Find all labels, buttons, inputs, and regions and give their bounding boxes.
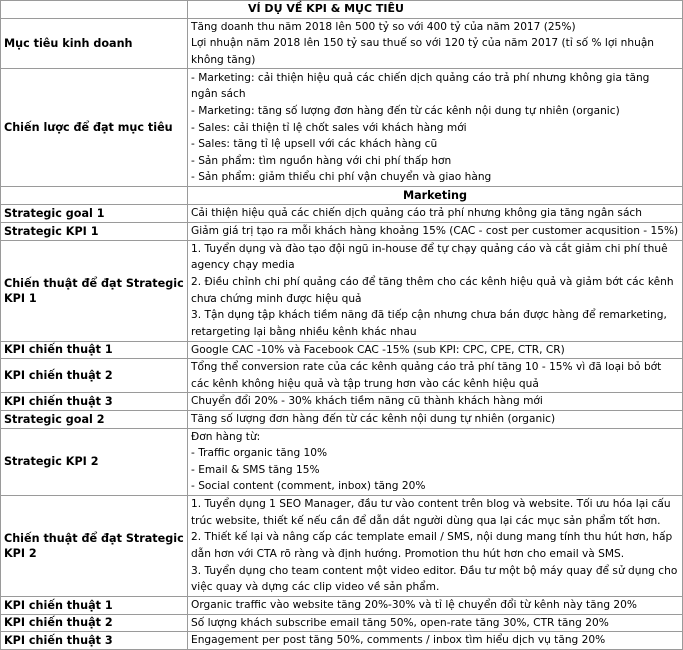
strategy-row bbox=[1, 69, 683, 187]
g2-tactic-kpi1-text: Organic traffic vào website tăng 20%-30% và tỉ lệ chuyển đổi từ kênh này tăng 20% bbox=[188, 596, 683, 614]
business-goal-content bbox=[188, 18, 683, 69]
tactic1-content bbox=[188, 240, 683, 341]
goal1-text: Cải thiện hiệu quả các chiến dịch quảng cáo trả phí nhưng không gia tăng ngân sách bbox=[188, 205, 683, 223]
tactic1-row bbox=[1, 240, 683, 341]
g2-tactic-kpi1-row bbox=[1, 596, 683, 614]
g1-tactic-kpi3-text: Chuyển đổi 20% - 30% khách tiềm năng cũ thành khách hàng mới bbox=[188, 393, 683, 411]
kpi2-line: - Email & SMS tăng 15% bbox=[191, 463, 320, 476]
tactic2-line: 3. Tuyển dụng cho team content một video editor. Đầu tư một bộ máy quay để sử dụng cho việc quay và dựng các clip video về sản phẩm. bbox=[191, 564, 678, 594]
title-row bbox=[1, 1, 683, 19]
g2-tactic-kpi3-text: Engagement per post tăng 50%, comments / inbox tìm hiểu dịch vụ tăng 20% bbox=[188, 632, 683, 650]
table-title: VÍ DỤ VỀ KPI & MỤC TIÊU bbox=[188, 1, 683, 19]
strategy-line: - Marketing: tăng số lượng đơn hàng đến từ các kênh nội dung tự nhiên (organic) bbox=[191, 104, 620, 117]
kpi2-line: - Traffic organic tăng 10% bbox=[191, 447, 328, 460]
tactic2-label: Chiến thuật để đạt Strategic KPI 2 bbox=[1, 495, 188, 596]
strategy-line: - Sales: cải thiện tỉ lệ chốt sales với khách hàng mới bbox=[191, 121, 467, 134]
tactic2-line: 2. Thiết kế lại và nâng cấp các template email / SMS, nội dung mang tính thu hút hơn, hấp dẫn hơn với CTA rõ ràng và định hướng. Promotion thu hút hơn cho email và SMS. bbox=[191, 531, 673, 560]
title-blank-cell bbox=[1, 1, 188, 19]
kpi2-label: Strategic KPI 2 bbox=[1, 428, 188, 495]
g2-tactic-kpi3-label: KPI chiến thuật 3 bbox=[1, 632, 188, 650]
goal2-label: Strategic goal 2 bbox=[1, 410, 188, 428]
kpi1-text: Giảm giá trị tạo ra mỗi khách hàng khoảng 15% (CAC - cost per customer acqusition - 15%) bbox=[188, 222, 683, 240]
tactic2-content bbox=[188, 495, 683, 596]
strategy-content bbox=[188, 69, 683, 187]
section-row bbox=[1, 187, 683, 205]
kpi1-row bbox=[1, 222, 683, 240]
business-goal-label: Mục tiêu kinh doanh bbox=[1, 18, 188, 69]
tactic1-line: 2. Điều chỉnh chi phí quảng cáo để tăng thêm cho các kênh hiệu quả và giảm bớt các kênh chưa chứng minh được hiệu quả bbox=[191, 275, 674, 305]
g1-tactic-kpi1-text: Google CAC -10% và Facebook CAC -15% (sub KPI: CPC, CPE, CTR, CR) bbox=[188, 341, 683, 359]
g2-tactic-kpi2-row bbox=[1, 614, 683, 632]
kpi2-row bbox=[1, 428, 683, 495]
g2-tactic-kpi2-label: KPI chiến thuật 2 bbox=[1, 614, 188, 632]
g1-tactic-kpi3-label: KPI chiến thuật 3 bbox=[1, 393, 188, 411]
g1-tactic-kpi1-row bbox=[1, 341, 683, 359]
strategy-line: - Sản phẩm: tìm nguồn hàng với chi phí thấp hơn bbox=[191, 154, 452, 167]
strategy-line: - Marketing: cải thiện hiệu quả các chiến dịch quảng cáo trả phí nhưng không gia tăng ngân sách bbox=[191, 71, 650, 101]
g1-tactic-kpi2-text: Tổng thể conversion rate của các kênh quảng cáo trả phí tăng 10 - 15% vì đã loại bỏ bớt các kênh không hiệu quả và tập trung hơn vào các kênh hiệu quả bbox=[188, 359, 683, 393]
g1-tactic-kpi3-row bbox=[1, 393, 683, 411]
g2-tactic-kpi2-text: Số lượng khách subscribe email tăng 50%, open-rate tăng 30%, CTR tăng 20% bbox=[188, 614, 683, 632]
goal1-label: Strategic goal 1 bbox=[1, 205, 188, 223]
g2-tactic-kpi3-row bbox=[1, 632, 683, 650]
business-goal-line: Lợi nhuận năm 2018 lên 150 tỷ sau thuế so với 120 tỷ của năm 2017 (tỉ số % lợi nhuận không tăng) bbox=[191, 37, 655, 66]
tactic1-line: 3. Tận dụng tập khách tiềm năng đã tiếp cận nhưng chưa bán được hàng để remarketing, retargeting lại bằng nhiều kênh khác nhau bbox=[191, 309, 667, 338]
tactic2-row bbox=[1, 495, 683, 596]
kpi1-label: Strategic KPI 1 bbox=[1, 222, 188, 240]
g1-tactic-kpi1-label: KPI chiến thuật 1 bbox=[1, 341, 188, 359]
tactic1-line: 1. Tuyển dụng và đào tạo đội ngũ in-house để tự chạy quảng cáo và cắt giảm chi phí thuê agency chạy media bbox=[191, 242, 668, 272]
kpi2-line: - Social content (comment, inbox) tăng 20% bbox=[191, 480, 426, 493]
strategy-line: - Sales: tăng tỉ lệ upsell với các khách hàng cũ bbox=[191, 138, 438, 151]
g2-tactic-kpi1-label: KPI chiến thuật 1 bbox=[1, 596, 188, 614]
goal2-text: Tăng số lượng đơn hàng đến từ các kênh nội dung tự nhiên (organic) bbox=[188, 410, 683, 428]
strategy-line: - Sản phẩm: giảm thiểu chi phí vận chuyển và giao hàng bbox=[191, 171, 492, 184]
g1-tactic-kpi2-row bbox=[1, 359, 683, 393]
strategy-label: Chiến lược để đạt mục tiêu bbox=[1, 69, 188, 187]
goal1-row bbox=[1, 205, 683, 223]
kpi2-line: Đơn hàng từ: bbox=[191, 430, 261, 443]
business-goal-line: Tăng doanh thu năm 2018 lên 500 tỷ so với 400 tỷ của năm 2017 (25%) bbox=[191, 20, 576, 33]
goal2-row bbox=[1, 410, 683, 428]
kpi2-content bbox=[188, 428, 683, 495]
section-title: Marketing bbox=[188, 187, 683, 205]
tactic1-label: Chiến thuật để đạt Strategic KPI 1 bbox=[1, 240, 188, 341]
tactic2-line: 1. Tuyển dụng 1 SEO Manager, đầu tư vào content trên blog và website. Tối ưu hóa lại cấu trúc website, thiết kế nếu cần để dẫn dắt người dùng qua lại các mục sản phẩm tốt hơn. bbox=[191, 498, 671, 527]
business-goal-row bbox=[1, 18, 683, 69]
g1-tactic-kpi2-label: KPI chiến thuật 2 bbox=[1, 359, 188, 393]
section-blank-cell bbox=[1, 187, 188, 205]
